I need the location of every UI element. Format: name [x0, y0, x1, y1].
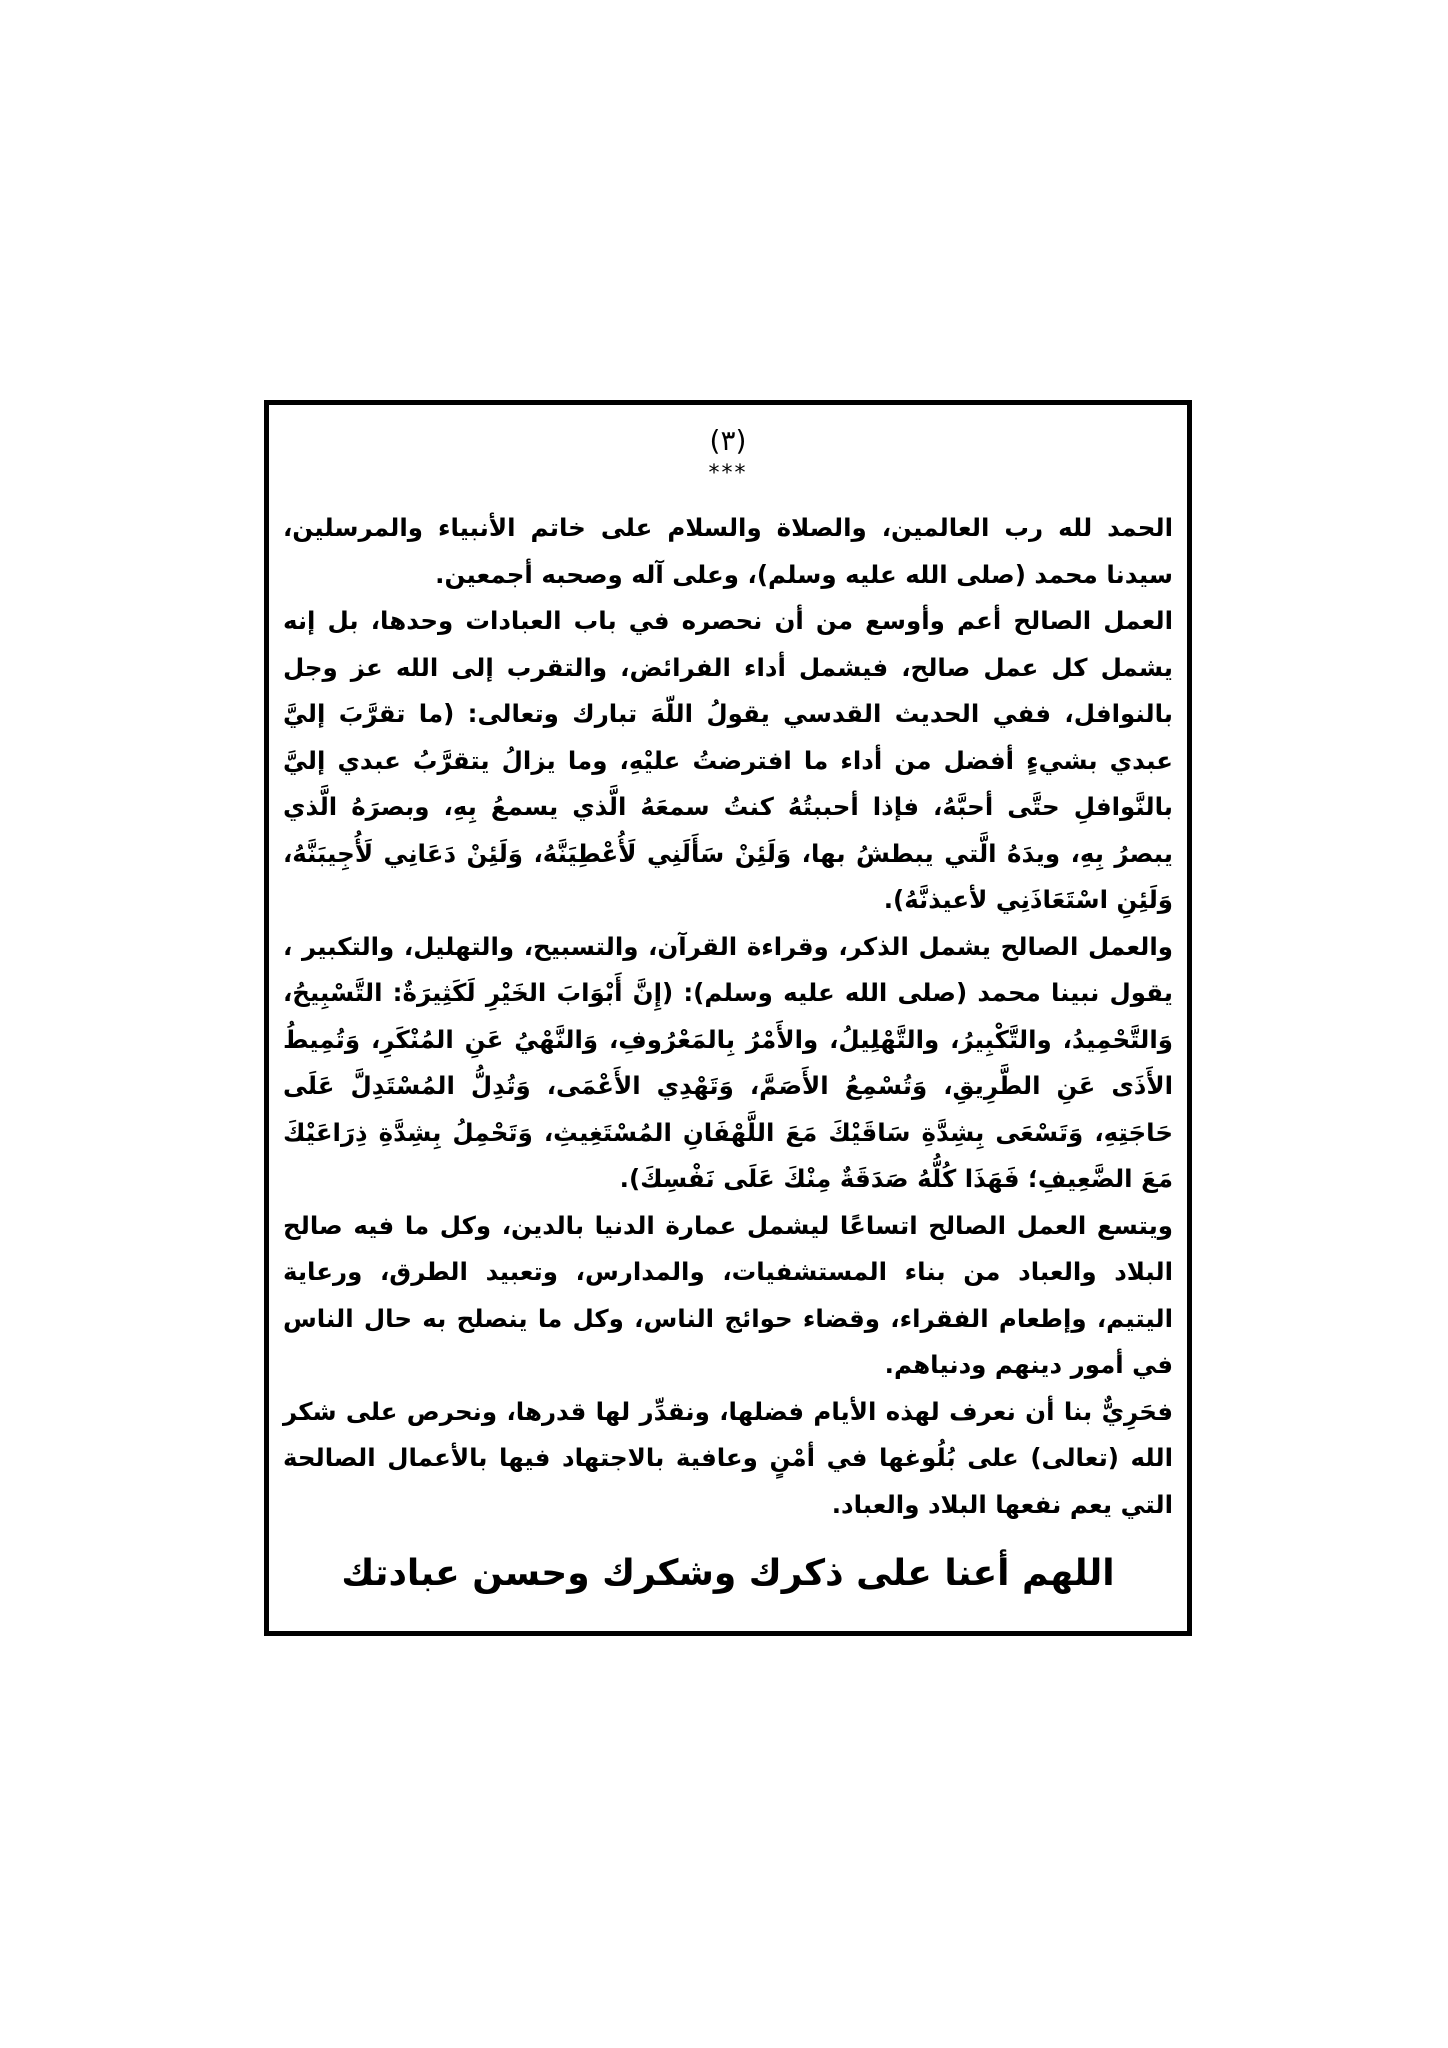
paragraph-remembrance: والعمل الصالح يشمل الذكر، وقراءة القرآن، والتسبيح، والتهليل، والتكبير ، يقول نبينا محمد (صلى الله عليه وسلم): (إِنَّ أَبْوَابَ الخَيْرِ لَكَثِيرَةٌ: التَّسْبِيحُ، وَالتَّحْمِيدُ، والتَّكْبِيرُ، والتَّهْلِيلُ، والأَمْرُ بِالمَعْرُوفِ، وَالنَّهْيُ عَنِ المُنْكَرِ، وَتُمِيطُ الأَذَى عَنِ الطَّرِيقِ، وَتُسْمِعُ الأَصَمَّ، وَتَهْدِي الأَعْمَى، وَتُدِلُّ المُسْتَدِلَّ عَلَى حَاجَتِهِ، وَتَسْعَى بِشِدَّةِ سَاقَيْكَ مَعَ اللَّهْفَانِ المُسْتَغِيثِ، وَتَحْمِلُ بِشِدَّةِ ذِرَاعَيْكَ مَعَ الضَّعِيفِ؛ فَهَذَا كُلُّهُ صَدَقَةٌ مِنْكَ عَلَى نَفْسِكَ). [283, 931, 1173, 1193]
page-frame [264, 400, 1192, 1636]
section-separator: *** [708, 461, 748, 486]
paragraph-worldly-works: ويتسع العمل الصالح اتساعًا ليشمل عمارة الدنيا بالدين، وكل ما فيه صالح البلاد والعباد من بناء المستشفيات، والمدارس، وتعبيد الطرق، ورعاية اليتيم، وإطعام الفقراء، وقضاء حوائج الناس، وكل ما ينصلح به حال الناس في أمور دينهم ودنياهم. [283, 1210, 1173, 1379]
page-number: (٣) [709, 424, 747, 457]
paragraph-opening: الحمد لله رب العالمين، والصلاة والسلام على خاتم الأنبياء والمرسلين، سيدنا محمد (صلى الله عليه وسلم)، وعلى آله وصحبه أجمعين. [283, 513, 1173, 589]
paragraph-gratitude: فحَرِيٌّ بنا أن نعرف لهذه الأيام فضلها، ونقدِّر لها قدرها، ونحرص على شكر الله (تعالى) على بُلُوغها في أمْنٍ وعافية بالاجتهاد فيها بالأعمال الصالحة التي يعم نفعها البلاد والعباد. [283, 1396, 1173, 1519]
closing-prayer: اللهم أعنا على ذكرك وشكرك وحسن عبادتك [341, 1553, 1115, 1594]
paragraph-good-deeds-scope: العمل الصالح أعم وأوسع من أن نحصره في باب العبادات وحدها، بل إنه يشمل كل عمل صالح، فيشمل أداء الفرائض، والتقرب إلى الله عز وجل بالنوافل، ففي الحديث القدسي يقولُ اللّهَ تبارك وتعالى: (ما تقرَّبَ إليَّ عبدي بشيءٍ أفضل من أداء ما افترضتُ عليْهِ، وما يزالُ يتقرَّبُ عبدي إليَّ بالنَّوافلِ حتَّى أحبَّهُ، فإذا أحببتُهُ كنتُ سمعَهُ الَّذي يسمعُ بِهِ، وبصرَهُ الَّذي يبصرُ بِهِ، ويدَهُ الَّتي يبطشُ بها، وَلَئِنْ سَأَلَنِي لَأُعْطِيَنَّهُ، وَلَئِنْ دَعَانِي لَأُجِيبَنَّهُ، وَلَئِنِ اسْتَعَاذَنِي لأعيذنَّهُ). [283, 606, 1173, 914]
